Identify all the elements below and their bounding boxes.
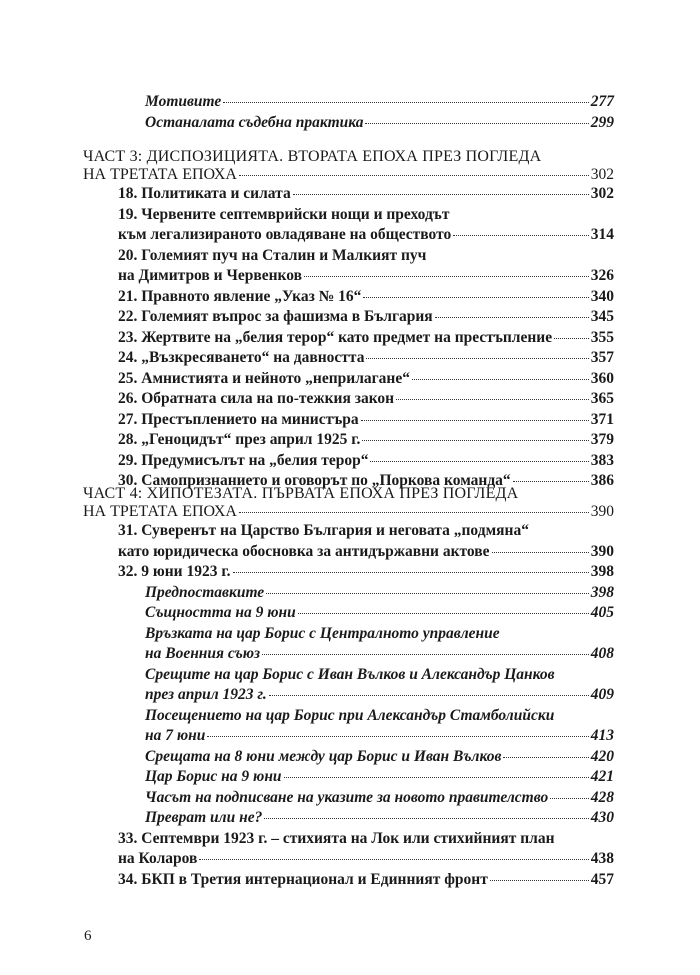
toc-entry-page: 360	[590, 369, 614, 387]
toc-entry-page: 299	[590, 114, 614, 131]
toc-entry-page: 457	[590, 870, 614, 888]
toc-entry[interactable]	[145, 789, 614, 807]
toc-entry-title: 18. Политиката и силата	[118, 185, 291, 202]
dot-leader	[513, 480, 589, 482]
toc-entry[interactable]	[145, 809, 614, 827]
dot-leader	[435, 316, 589, 318]
toc-entry-title: Предпоставките	[145, 583, 265, 601]
toc-entry-title: на Димитров и Червенков	[118, 267, 302, 284]
toc-entry-title-line: 20. Големият пуч на Сталин и Малкият пуч	[118, 246, 427, 264]
toc-entry-title: Мотивите	[145, 93, 222, 110]
toc-entry-page: 390	[590, 503, 614, 520]
toc-entry-page: 398	[590, 583, 614, 601]
toc-entry[interactable]	[118, 329, 614, 347]
toc-entry-page: 302	[590, 185, 614, 202]
dot-leader	[207, 735, 588, 737]
dot-leader	[363, 296, 588, 298]
part-3-heading: ЧАСТ 3: ДИСПОЗИЦИЯТА. ВТОРАТА ЕПОХА ПРЕЗ ПОГЛЕДА	[83, 148, 542, 165]
toc-entry-page: 390	[590, 542, 614, 560]
toc-entry-title: Срещата на 8 юни между цар Борис и Иван Вълков	[145, 747, 502, 765]
toc-entry[interactable]	[145, 748, 614, 766]
dot-leader	[239, 511, 589, 513]
toc-entry[interactable]	[118, 349, 614, 367]
toc-entry-title-line: 19. Червените септемврийски нощи и преходът	[118, 205, 450, 223]
dot-leader	[266, 592, 589, 594]
toc-entry-page: 409	[590, 686, 614, 703]
part-4-heading: ЧАСТ 4: ХИПОТЕЗАТА. ПЪРВАТА ЕПОХА ПРЕЗ ПОГЛЕДА	[83, 485, 519, 502]
dot-leader	[366, 357, 588, 359]
toc-entry-page: 386	[590, 472, 614, 489]
toc-entry-title: Преврат или не?	[145, 809, 263, 826]
toc-entry[interactable]	[118, 452, 614, 470]
toc-entry-title: Часът на подписване на указите за новото правителство	[145, 788, 549, 806]
toc-entry[interactable]	[118, 871, 614, 889]
dot-leader	[304, 275, 589, 277]
toc-entry-title: 23. Жертвите на „белия терор“ като предмет на престъпление	[118, 328, 553, 346]
dot-leader	[490, 879, 589, 881]
toc-entry-title-line: Връзката на цар Борис с Централното управление	[145, 624, 500, 642]
toc-entry[interactable]	[145, 768, 614, 786]
toc-entry-page: 428	[590, 788, 614, 806]
dot-leader	[503, 756, 588, 758]
toc-entry[interactable]	[145, 114, 614, 132]
toc-entry[interactable]	[118, 185, 614, 203]
toc-entry[interactable]	[118, 267, 614, 285]
dot-leader	[554, 337, 589, 339]
part-4-heading-entry[interactable]	[83, 503, 614, 521]
toc-entry-title: 22. Големият въпрос за фашизма в България	[118, 308, 433, 325]
dot-leader	[269, 694, 589, 696]
toc-entry-page: 420	[590, 747, 614, 765]
toc-entry-page: 340	[590, 287, 614, 305]
toc-entry-title: Същността на 9 юни	[145, 604, 296, 621]
toc-entry[interactable]	[118, 563, 614, 581]
toc-entry[interactable]	[118, 850, 614, 868]
toc-entry-page: 408	[590, 645, 614, 662]
dot-leader	[362, 439, 588, 441]
toc-entry-page: 413	[590, 727, 614, 744]
dot-leader	[264, 817, 588, 819]
dot-leader	[453, 234, 589, 236]
toc-entry-title: 29. Предумисълът на „белия терор“	[118, 451, 369, 469]
toc-entry[interactable]	[145, 727, 614, 745]
toc-entry[interactable]	[118, 288, 614, 306]
toc-entry[interactable]	[145, 604, 614, 622]
toc-entry-title: 28. „Геноцидът“ през април 1925 г.	[118, 431, 361, 448]
toc-entry-page: 326	[590, 267, 614, 284]
toc-entry[interactable]	[145, 93, 614, 111]
toc-entry[interactable]	[118, 370, 614, 388]
toc-entry[interactable]	[118, 543, 614, 561]
toc-entry[interactable]	[118, 226, 614, 244]
dot-leader	[370, 460, 588, 462]
toc-entry[interactable]	[118, 390, 614, 408]
dot-leader	[365, 122, 588, 124]
toc-entry-title: Цар Борис на 9 юни	[145, 768, 282, 785]
toc-entry-title: 34. БКП в Третия интернационал и Единният фронт	[118, 870, 488, 888]
toc-entry-page: 379	[590, 431, 614, 448]
toc-entry-page: 365	[590, 390, 614, 407]
toc-entry[interactable]	[145, 686, 614, 704]
toc-entry-page: 345	[590, 308, 614, 325]
toc-entry-page: 277	[590, 93, 614, 110]
toc-entry-title-line: Посещението на цар Борис при Александър Стамболийски	[145, 706, 555, 724]
dot-leader	[199, 858, 588, 860]
page-number: 6	[84, 928, 92, 944]
toc-entry-title-line: Срещите на цар Борис с Иван Вълков и Александър Цанков	[145, 665, 555, 683]
toc-entry-title: 27. Престъплението на министъра	[118, 410, 359, 428]
toc-entry-page: 421	[590, 768, 614, 785]
toc-entry-title: на Военния съюз	[145, 645, 261, 662]
toc-entry-page: 405	[590, 604, 614, 621]
dot-leader	[293, 193, 589, 195]
toc-entry-page: 371	[590, 410, 614, 428]
part-3-heading-line2: НА ТРЕТАТА ЕПОХА	[83, 166, 237, 183]
dot-leader	[492, 551, 589, 553]
toc-entry-title: като юридическа обосновка за антидържавни актове	[118, 542, 490, 560]
dot-leader	[550, 797, 589, 799]
part-4-heading-line2: НА ТРЕТАТА ЕПОХА	[83, 503, 237, 520]
toc-entry-title: 26. Обратната сила на по-тежкия закон	[118, 390, 395, 407]
toc-entry-page: 314	[590, 226, 614, 243]
toc-entry-page: 398	[590, 563, 614, 580]
toc-entry-page: 383	[590, 451, 614, 469]
dot-leader	[239, 174, 589, 176]
toc-entry-page: 302	[590, 166, 614, 183]
toc-entry-page: 438	[590, 850, 614, 867]
toc-entry-title: 30. Самопризнанието и оговорът по „Поркова команда“	[118, 472, 511, 489]
dot-leader	[223, 101, 588, 103]
toc-entry-title: на 7 юни	[145, 727, 206, 744]
toc-entry[interactable]	[118, 431, 614, 449]
dot-leader	[262, 653, 589, 655]
toc-entry-title: през април 1923 г.	[145, 686, 267, 703]
toc-entry-title: към легализираното овладяване на обществото	[118, 226, 452, 243]
part-3-heading-entry[interactable]	[83, 166, 614, 184]
toc-entry[interactable]	[145, 645, 614, 663]
dot-leader	[284, 776, 589, 778]
toc-entry-title-line: 31. Суверенът на Царство България и неговата „подмяна“	[118, 522, 529, 539]
toc-entry[interactable]	[118, 411, 614, 429]
toc-entry-page: 357	[590, 349, 614, 366]
toc-entry-title: 21. Правното явление „Указ № 16“	[118, 287, 362, 305]
toc-entry-title-line: 33. Септември 1923 г. – стихията на Лок или стихийният план	[118, 829, 555, 847]
toc-entry[interactable]	[118, 308, 614, 326]
toc-entry-title: 25. Амнистията и нейното „неприлагане“	[118, 369, 410, 387]
toc-entry-title: 32. 9 юни 1923 г.	[118, 563, 231, 580]
toc-entry[interactable]	[145, 584, 614, 602]
toc-entry-title: на Коларов	[118, 850, 198, 867]
toc-entry-page: 355	[590, 328, 614, 346]
toc-entry-title: Останалата съдебна практика	[145, 114, 364, 131]
dot-leader	[412, 378, 589, 380]
dot-leader	[361, 419, 589, 421]
toc-entry-title: 24. „Възкресяването“ на давността	[118, 349, 365, 366]
dot-leader	[298, 612, 589, 614]
toc-entry-page: 430	[590, 809, 614, 826]
dot-leader	[396, 398, 589, 400]
dot-leader	[233, 571, 589, 573]
